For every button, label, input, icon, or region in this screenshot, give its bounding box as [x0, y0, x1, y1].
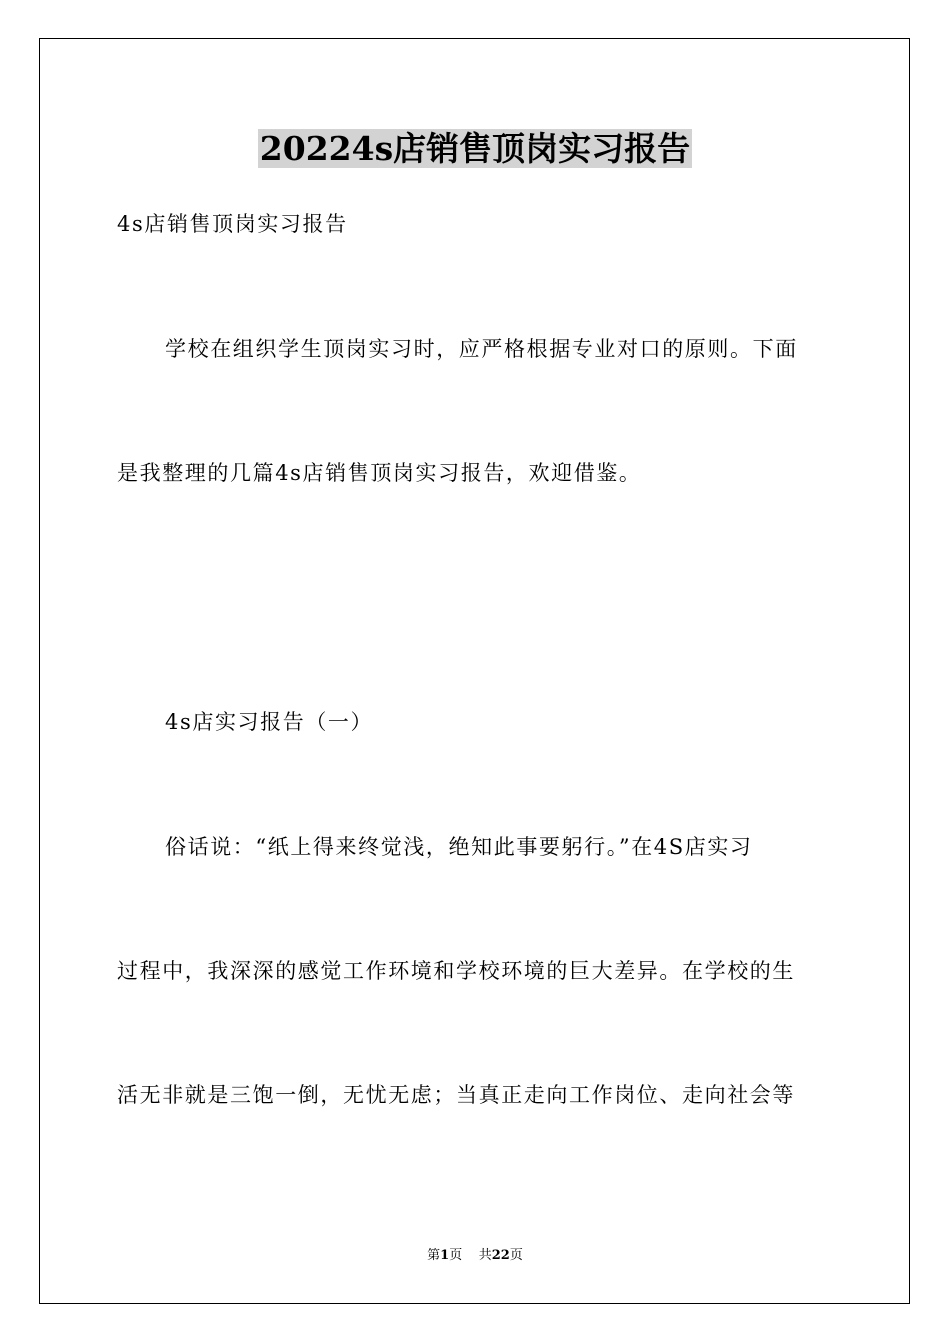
document-title [0, 128, 950, 170]
paragraph-line: 活无非就是三饱一倒，无忧无虑；当真正走向工作岗位、走向社会等 [117, 1083, 795, 1107]
footer-page-total: 22 [491, 1248, 510, 1263]
paragraph-line: 是我整理的几篇4s店销售顶岗实习报告，欢迎借鉴。 [117, 461, 642, 485]
paragraph-line: 过程中，我深深的感觉工作环境和学校环境的巨大差异。在学校的生 [117, 959, 795, 983]
footer-page-prefix: 第 [427, 1248, 441, 1263]
subtitle-line: 4s店销售顶岗实习报告 [117, 212, 348, 236]
footer-total-suffix: 页 [509, 1248, 523, 1263]
footer-total-prefix: 共 [478, 1248, 492, 1263]
section-heading: 4s店实习报告（一） [165, 710, 374, 734]
page-footer [0, 1247, 950, 1265]
footer-page-suffix: 页 [449, 1248, 463, 1263]
paragraph-line: 俗话说：“纸上得来终觉浅，绝知此事要躬行。”在4S店实习 [165, 835, 753, 859]
paragraph-line: 学校在组织学生顶岗实习时，应严格根据专业对口的原则。下面 [165, 337, 798, 361]
footer-page-current: 1 [440, 1248, 450, 1263]
title-text: 20224s店销售顶岗实习报告 [259, 129, 691, 168]
